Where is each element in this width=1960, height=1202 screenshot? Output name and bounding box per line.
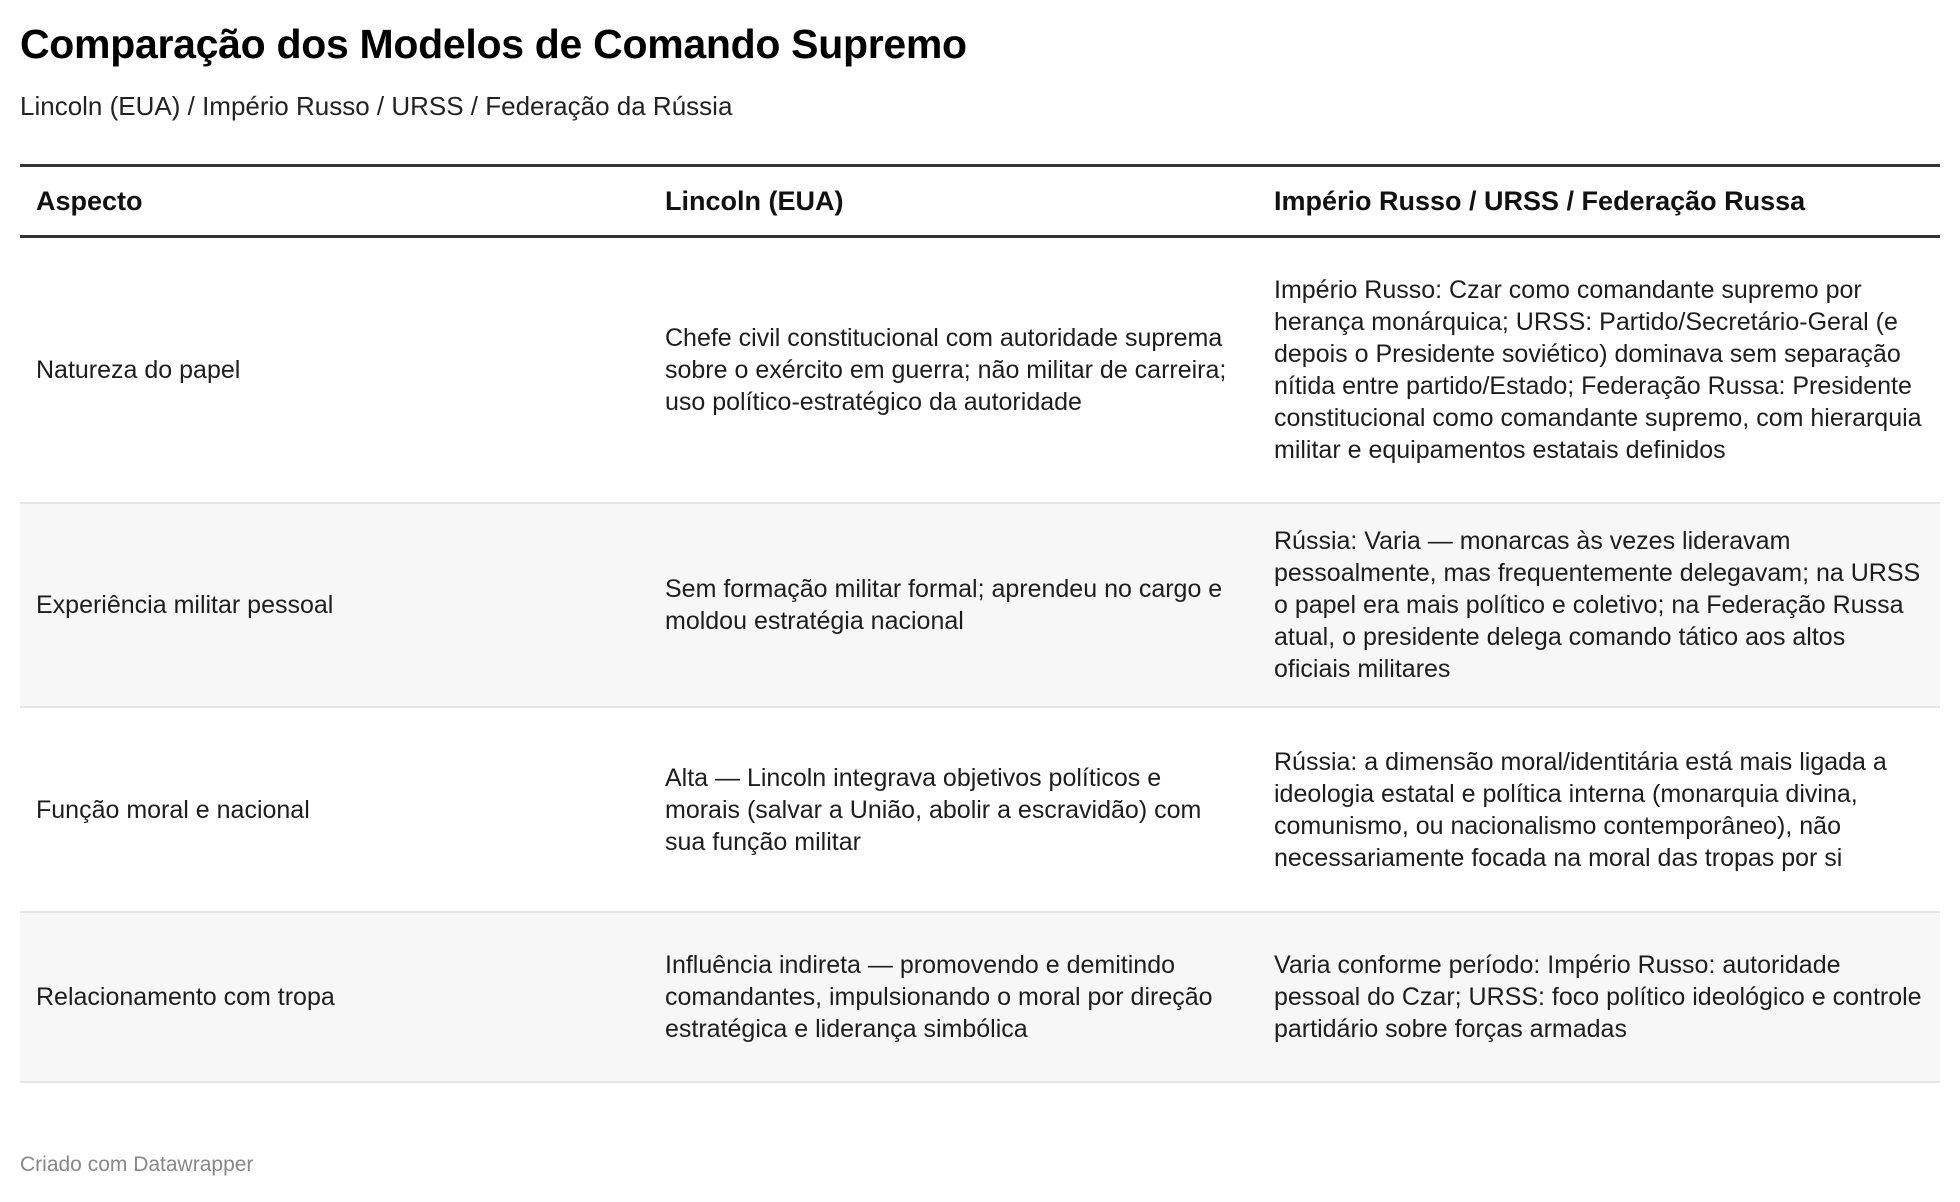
cell-aspect: Natureza do papel <box>20 237 649 504</box>
table-header <box>20 166 1940 237</box>
table-row <box>20 912 1940 1082</box>
column-header-russia[interactable]: Império Russo / URSS / Federação Russa <box>1258 166 1940 237</box>
page-subtitle: Lincoln (EUA) / Império Russo / URSS / Federação da Rússia <box>20 91 733 121</box>
header-row <box>20 166 1940 237</box>
cell-lincoln: Influência indireta — promovendo e demitindo comandantes, impulsionando o moral por direção estratégica e liderança simbólica <box>649 912 1258 1082</box>
column-header-aspect[interactable]: Aspecto <box>20 166 649 237</box>
cell-russia: Rússia: Varia — monarcas às vezes lideravam pessoalmente, mas frequentemente delegavam; na URSS o papel era mais político e coletivo; na Federação Russa atual, o presidente delega comando tático aos altos oficiais militares <box>1258 503 1940 707</box>
cell-russia: Rússia: a dimensão moral/identitária está mais ligada a ideologia estatal e política interna (monarquia divina, comunismo, ou nacionalismo contemporâneo), não necessariamente focada na moral das tropas por si <box>1258 707 1940 912</box>
cell-aspect: Relacionamento com tropa <box>20 912 649 1082</box>
cell-russia: Império Russo: Czar como comandante supremo por herança monárquica; URSS: Partido/Secretário-Geral (e depois o Presidente soviético) dominava sem separação nítida entre partido/Estado; Federação Russa: Presidente constitucional como comandante supremo, com hierarquia militar e equipamentos estatais definidos <box>1258 237 1940 504</box>
datawrapper-credit-link[interactable]: Criado com Datawrapper <box>20 1153 254 1176</box>
cell-aspect: Função moral e nacional <box>20 707 649 912</box>
column-header-lincoln[interactable]: Lincoln (EUA) <box>649 166 1258 237</box>
cell-lincoln: Alta — Lincoln integrava objetivos políticos e morais (salvar a União, abolir a escravidão) com sua função militar <box>649 707 1258 912</box>
cell-aspect: Experiência militar pessoal <box>20 503 649 707</box>
cell-lincoln: Sem formação militar formal; aprendeu no cargo e moldou estratégia nacional <box>649 503 1258 707</box>
comparison-table <box>20 164 1940 1083</box>
table-body <box>20 237 1940 1083</box>
cell-russia: Varia conforme período: Império Russo: autoridade pessoal do Czar; URSS: foco político ideológico e controle partidário sobre forças armadas <box>1258 912 1940 1082</box>
page-title: Comparação dos Modelos de Comando Supremo <box>20 21 967 67</box>
table-row <box>20 503 1940 707</box>
cell-lincoln: Chefe civil constitucional com autoridade suprema sobre o exército em guerra; não militar de carreira; uso político-estratégico da autoridade <box>649 237 1258 504</box>
table-row <box>20 707 1940 912</box>
table-row <box>20 237 1940 504</box>
